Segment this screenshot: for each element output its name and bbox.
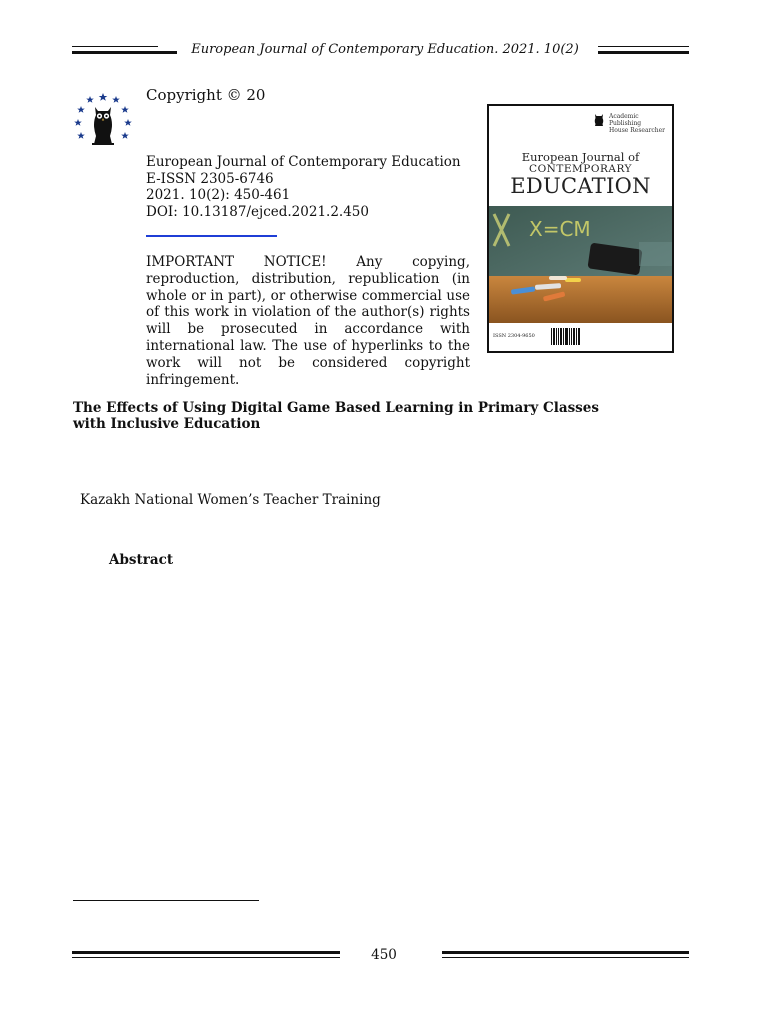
article-title: The Effects of Using Digital Game Based Learning in Primary Classes with Inclusive Education [73, 400, 599, 432]
header-rule-left-thin [72, 46, 158, 47]
publisher-line-1: Academic Publishing [609, 113, 642, 127]
journal-cover-image [487, 104, 674, 353]
cover-title-line-3: EDUCATION [510, 174, 651, 198]
copyright-line: Copyright © 20 [146, 86, 266, 104]
header-rule-right-thick [598, 51, 689, 54]
footnote-rule [73, 900, 259, 901]
footer-rule-left-thin [72, 957, 340, 958]
eissn: E-ISSN 2305-6746 [146, 170, 274, 187]
copyright-notice: IMPORTANT NOTICE! Any copying, reproduction, distribution, republication (in whole or in part), or otherwise commercial use of this work in violation of the author(s) rights will be prosecuted in accordance with international law. The use of hyperlinks to the work will not be considered copyright infringement. [146, 254, 470, 388]
link-divider [146, 235, 277, 237]
journal-meta [146, 154, 461, 220]
chalkboard-text: X=CM [529, 217, 591, 241]
footer-rule-right-thick [442, 951, 689, 954]
header-rule-right-thin [598, 46, 689, 47]
chalkboard-photo [489, 206, 672, 323]
footer-rule-right-thin [442, 957, 689, 958]
running-header: European Journal of Contemporary Education. 2021. 10(2) [191, 42, 579, 57]
issue-pages: 2021. 10(2): 450-461 [146, 187, 291, 203]
cover-title-line-1: European Journal of [521, 150, 640, 164]
footer-rule-left-thick [72, 951, 340, 954]
page-number: 450 [371, 947, 397, 963]
cover-issn: ISSN 2304-9650 [493, 333, 535, 339]
barcode-icon [551, 328, 581, 348]
publisher-name [609, 113, 672, 134]
author-affiliation: Kazakh National Women’s Teacher Training [80, 492, 381, 508]
cover-title-line-2: CONTEMPORARY [529, 163, 632, 175]
publisher-line-2: House Researcher [609, 127, 666, 134]
header-rule-left-thick [72, 51, 177, 54]
journal-name: European Journal of Contemporary Education [146, 154, 461, 170]
doi: DOI: 10.13187/ejced.2021.2.450 [146, 203, 369, 220]
abstract-heading: Abstract [109, 552, 174, 568]
publisher-owl-icon [593, 113, 605, 127]
owl-with-stars-icon [72, 92, 134, 150]
